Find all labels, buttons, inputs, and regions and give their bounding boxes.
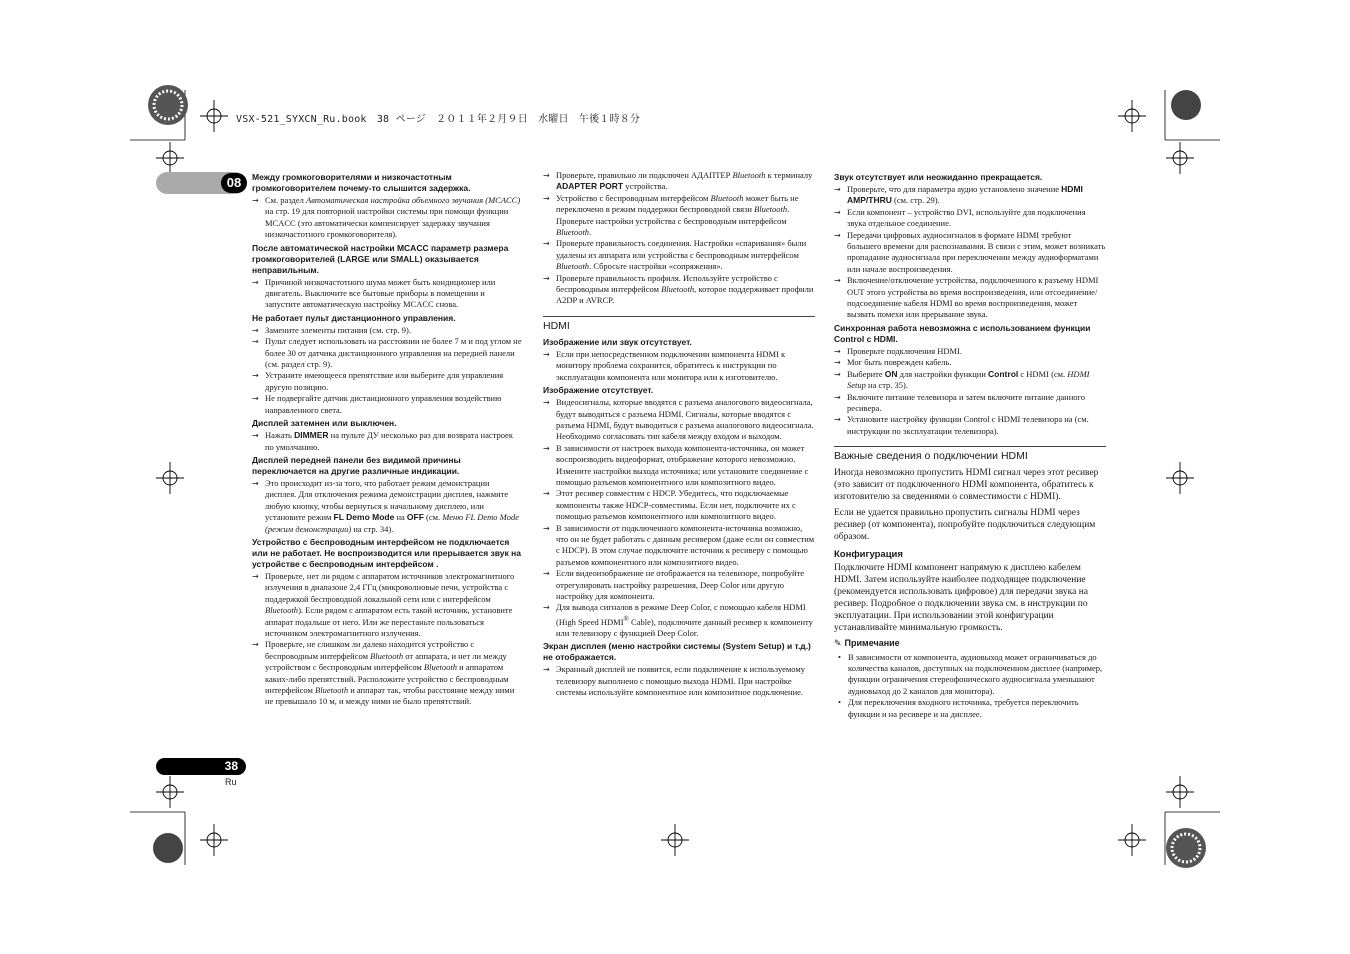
solution-item: → Передачи цифровых аудиосигналов в формате HDMI требуют большего времени для распознавания. В связи с этим, может возникать пропадание аудиосигнала при переключении между аудиоформатами или начале воспроизведения. [834,230,1106,276]
solution-item: → Проверьте, нет ли рядом с аппаратом источников электромагнитного излучения в диапазоне 2,4 ГГц (микроволновые печи, устройства с поддержкой беспроводной локальной сети или с интерфейсом Bluetooth). Если рядом с аппаратом есть такой источник, установите аппарат подальше от него. Или же перестаньте пользоваться источником электромагнитного излучения. [252,571,522,639]
question-heading: Звук отсутствует или неожиданно прекращается. [834,172,1043,182]
solution-item: → Не подвергайте датчик дистанционного управления воздействию направленного света. [252,393,522,416]
pencil-icon: ✎ [834,638,842,649]
solution-item: → Проверьте подключения HDMI. [834,346,1106,357]
note-heading: ✎ Примечание [834,638,900,649]
solution-item: → Проверьте правильность соединения. Настройки «спаривания» были удалены из аппарата или устройства с беспроводным интерфейсом Bluetooth. Сбросьте настройки «сопряжения». [543,238,815,272]
solution-item: → Причиной низкочастотного шума может быть кондиционер или двигатель. Выключите все бытовые приборы в помещении и запустите автоматическую настройку MCACC снова. [252,277,522,311]
solution-item: → Это происходит из-за того, что работает режим демонстрации дисплея. Для отключения режима демонстрации дисплея, нажмите любую кнопку, чтобы вернуться к начальному дисплею, или установите режим FL Demo Mode на OFF (см. Меню FL Demo Mode (режим демонстрации) на стр. 34). [252,478,522,535]
page-number-tab [156,758,246,775]
solution-item: → Видеосигналы, которые вводятся с разъема аналогового видеосигнала, будут выводиться с разъема HDMI. Сигналы, которые вводятся с разъема HDMI, будут выводиться с разъема аналогового видеосигнала. Необходимо согласовать тип кабеля между входом и выходом. [543,397,815,443]
solution-item: → Проверьте, не слишком ли далеко находится устройство с беспроводным интерфейсом Bluetooth от аппарата, и нет ли между устройством с беспроводным интерфейсом Bluetooth и аппаратом каких-либо препятствий. Расположите устройство с беспроводным интерфейсом Bluetooth и аппарат так, чтобы расстояние между ними не превышало 10 м, и между ними не было препятствий. [252,639,522,707]
solution-item: → Включите питание телевизора и затем включите питание данного ресивера. [834,392,1106,415]
solution-item: → Пульт следует использовать на расстоянии не более 7 м и под углом не более 30 от датчика дистанционного управления на передней панели (см. раздел стр. 9). [252,336,522,370]
page-number: 38 [224,759,238,773]
solution-item: → Выберите ON для настройки функции Control с HDMI (см. HDMI Setup на стр. 35). [834,369,1106,392]
solution-item: → Замените элементы питания (см. стр. 9). [252,325,522,336]
solution-item: → Если при непосредственном подключении компонента HDMI к монитору проблема сохранится, обратитесь к инструкции по эксплуатации компонента или монитора или к изготовителю. [543,349,815,383]
note-bullet: • В зависимости от компонента, аудиовыход может ограничиваться до количества каналов, доступных на подключенном дисплее (например, функции ограничения стереофонического аудиосигнала уменьшают аудиовыход до 2 каналов для монитора). [834,652,1106,698]
question-heading: Дисплей передней панели без видимой причины переключается на другие различные индикации. [252,454,461,476]
paragraph: Подключите HDMI компонент напрямую к дисплею кабелем HDMI. Затем используйте наиболее подходящее подключение (рекомендуется использовать цифровое) для передачи звука на ресивер. Подробное о подключении звука см. в инструкции по эксплуатации. При использовании этой конфигурации устанавливайте минимальную громкость. [834,563,1089,634]
chapter-number: 08 [221,173,247,193]
paragraph: Если не удается правильно пропустить сигналы HDMI через ресивер (от компонента), попробуйте подключиться следующим образом. [834,508,1096,543]
question-heading: Между громкоговорителями и низкочастотным громкоговорителем почему-то слышится задержка. [252,172,471,193]
solution-item: → Нажать DIMMER на пульте ДУ несколько раз для возврата настроек по умолчанию. [252,430,522,453]
question-heading: Изображение отсутствует. [543,385,654,396]
solution-item: → Установите настройку функции Control с HDMI телевизора на (см. инструкции по эксплуатации телевизора). [834,414,1106,437]
print-header: VSX-521_SYXCN_Ru.book 38 ページ ２０１１年２月９日 水曜日 午後１時８分 [236,114,641,125]
solution-item: → Этот ресивер совместим с HDCP. Убедитесь, что подключаемые компоненты также HDCP-совместимы. Если нет, подключите их с помощью разъемов компонентного или композитного видео. [543,488,815,522]
column-2 [543,170,815,699]
subheading: Конфигурация [834,549,903,561]
question-heading: Дисплей затемнен или выключен. [252,418,397,429]
question-heading: Синхронная работа невозможна с использованием функции Control с HDMI. [834,322,1091,344]
solution-item: → Устраните имеющееся препятствие или выберите для управления другую позицию. [252,370,522,393]
solution-item: → Проверьте, правильно ли подключен АДАПТЕР Bluetooth к терминалу ADAPTER PORT устройства. [543,170,815,193]
solution-item: → Экранный дисплей не появится, если подключение к используемому телевизору выполнено с помощью выхода HDMI. При настройке системы используйте компонентное или композитное подключение. [543,664,815,698]
note-bullet: • Для переключения входного источника, требуется переключить функции и на ресивере и на дисплее. [834,697,1106,720]
section-heading: HDMI [543,316,815,333]
solution-item: → Включение/отключение устройства, подключенного к разъему HDMI OUT этого устройства во время воспроизведения, или отсоединение/подсоединение кабеля HDMI во время воспроизведения, может вызвать помехи или прерывание звука. [834,275,1106,321]
solution-item: → Проверьте правильность профиля. Используйте устройство с беспроводным интерфейсом Bluetooth, которое поддерживает профили A2DP и AVRCP. [543,273,815,307]
column-3 [834,170,1106,720]
chapter-tab [156,172,246,194]
question-heading: После автоматической настройки MCACC параметр размера громкоговорителей (LARGE или SMALL) оказывается неправильным. [252,242,509,275]
solution-item: → Мог быть поврежден кабель. [834,357,1106,368]
paragraph: Иногда невозможно пропустить HDMI сигнал через этот ресивер (это зависит от подключенного HDMI компонента, обратитесь к изготовителю за сведениями о совместимости с HDMI). [834,468,1099,503]
solution-item: → Если компонент – устройство DVI, используйте для подключения звука отдельное соединение. [834,207,1106,230]
solution-item: → Устройство с беспроводным интерфейсом Bluetooth может быть не переключено в режим поддержки беспроводной связи Bluetooth. Проверьте настройки устройства с беспроводным интерфейсом Bluetooth. [543,193,815,239]
solution-item: → Проверьте, что для параметра аудио установлено значение HDMI AMP/THRU (см. стр. 29). [834,184,1106,207]
question-heading: Изображение или звук отсутствует. [543,336,692,347]
solution-item: → В зависимости от подключенного компонента-источника возможно, что он не будет работать с данным ресивером (даже если он совместим с HDCP). В этом случае подключите источник к ресиверу с помощью разъемов компонентного или композитного видео. [543,523,815,569]
question-heading: Устройство с беспроводным интерфейсом не подключается или не работает. Не воспроизводится или прерывается звук на устройстве с беспроводным интерфейсом . [252,536,521,569]
column-1 [252,170,522,708]
solution-item: → Если видеоизображение не отображается на телевизоре, попробуйте отрегулировать настройку разрешения, Deep Color или другую настройку для компонента. [543,568,815,602]
page-language: Ru [225,777,237,787]
solution-item: → См. раздел Автоматическая настройка объемного звучания (MCACC) на стр. 19 для повторной настройки системы при помощи функции MCACC (это автоматически компенсирует задержку звучания низкочастотного громкоговорителя). [252,195,522,241]
solution-item: → В зависимости от настроек выхода компонента-источника, он может воспроизводить видеоформат, отображение которого невозможно. Измените настройки выхода источника; или установите соединение с помощью разъемов компонентного или композитного видео. [543,443,815,489]
section-heading: Важные сведения о подключении HDMI [834,446,1106,463]
solution-item: → Для вывода сигналов в режиме Deep Color, с помощью кабеля HDMI (High Speed HDMI® Cable), подключите данный ресивер к компоненту или телевизору с функцией Deep Color. [543,602,815,639]
question-heading: Экран дисплея (меню настройки системы (System Setup) и т.д.) не отображается. [543,641,811,663]
question-heading: Не работает пульт дистанционного управления. [252,312,456,323]
